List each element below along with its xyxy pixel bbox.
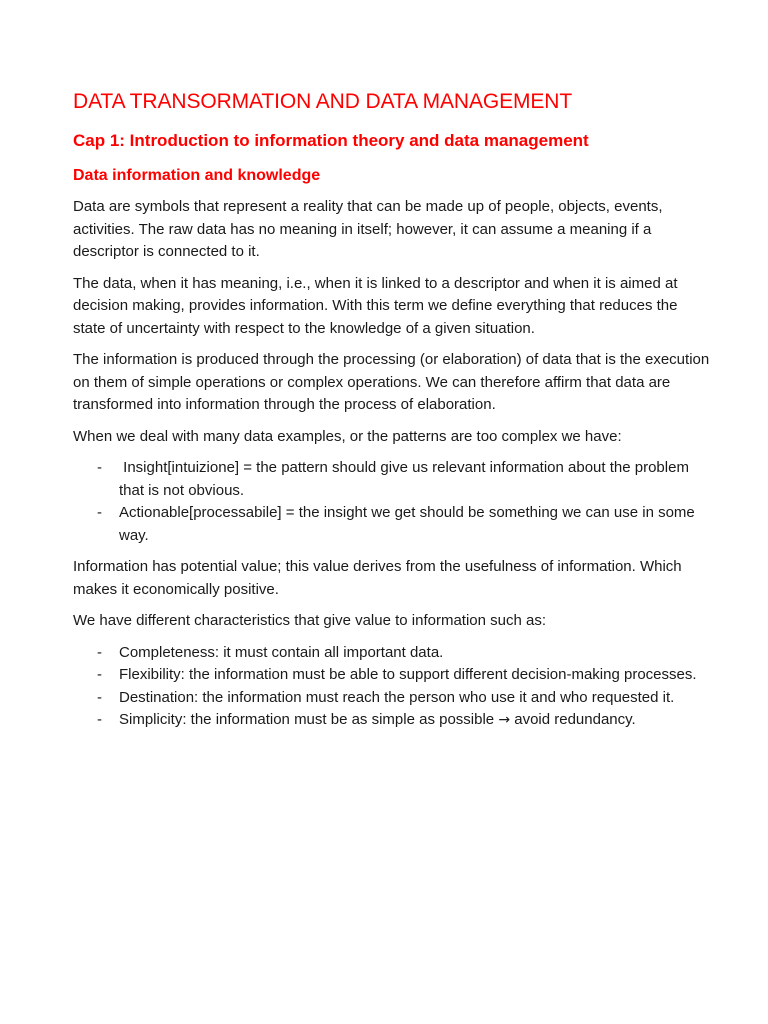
list-item-text-end: avoid redundancy. — [510, 711, 636, 728]
dash-bullet: - — [97, 711, 102, 728]
list-item-text: Completeness: it must contain all important data. — [119, 643, 444, 661]
paragraph: Data are symbols that represent a reality that can be made up of people, objects, events, activities. The raw data has no meaning in itself; however, it can assume a meaning if a descriptor is connected to it. — [73, 198, 663, 260]
paragraph: The data, when it has meaning, i.e., when it is linked to a descriptor and when it is aimed at decision making, provides information. With this term we define everything that reduces the state of uncertainty with respect to the knowledge of a given situation. — [73, 274, 678, 337]
dash-bullet: - — [97, 643, 102, 661]
list-item-text-start: Simplicity: the information must be as simple as possible — [119, 711, 499, 728]
section-heading: Data information and knowledge — [73, 167, 321, 184]
list-item — [73, 502, 713, 547]
list-item-text: Insight[intuizione] = the pattern should give us relevant information about the problem that is not obvious. — [119, 459, 694, 499]
paragraph: We have different characteristics that give value to information such as: — [73, 612, 547, 629]
dash-bullet: - — [97, 688, 102, 706]
list-item-text: Actionable[processabile] = the insight we get should be something we can use in some way. — [119, 504, 695, 544]
paragraph: Information has potential value; this value derives from the usefulness of information. Which makes it economically positive. — [73, 558, 682, 598]
characteristics-list — [73, 642, 713, 732]
list-item — [73, 642, 713, 665]
dash-bullet: - — [97, 459, 102, 476]
list-item-text: Flexibility: the information must be able to support different decision-making processes. — [119, 666, 697, 683]
arrow-right-icon: → — [498, 712, 511, 728]
list-item — [73, 709, 713, 732]
list-item-text: Destination: the information must reach the person who use it and who requested it. — [119, 688, 675, 706]
list-item — [73, 664, 713, 687]
chapter-heading: Cap 1: Introduction to information theory and data management — [73, 131, 589, 150]
dash-bullet: - — [97, 666, 102, 683]
list-item — [73, 687, 713, 710]
paragraph: The information is produced through the processing (or elaboration) of data that is the execution on them of simple operations or complex operations. We can therefore affirm that data are transformed into information through the process of elaboration. — [73, 351, 710, 413]
document-title: DATA TRANSORMATION AND DATA MANAGEMENT — [73, 90, 573, 113]
list-item-text — [119, 711, 636, 728]
dash-bullet: - — [97, 504, 102, 521]
document-body — [73, 88, 713, 741]
list-item — [73, 457, 713, 502]
insight-list — [73, 457, 713, 547]
paragraph: When we deal with many data examples, or the patterns are too complex we have: — [73, 427, 622, 445]
